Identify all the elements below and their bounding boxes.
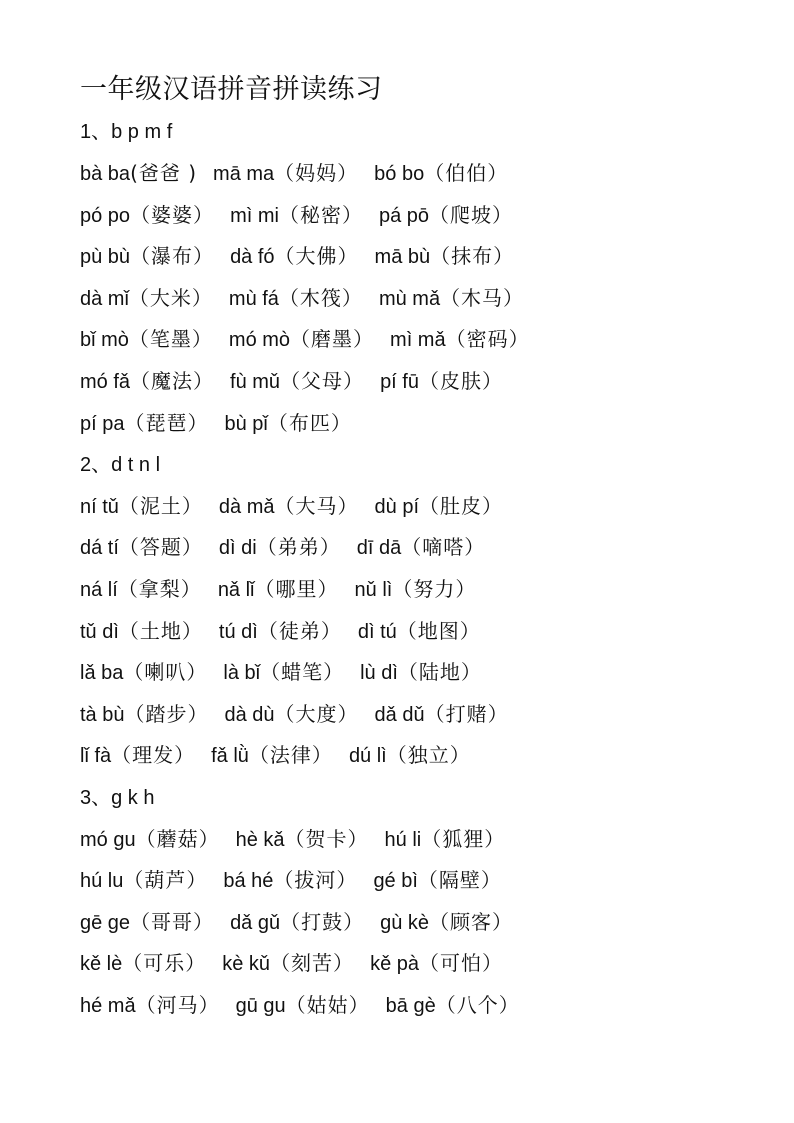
pinyin-text: ná lí — [80, 579, 118, 602]
pinyin-text: pá pō — [378, 204, 430, 227]
chinese-word: （瀑布） — [130, 244, 215, 269]
pinyin-text: mó gu — [80, 828, 136, 851]
pinyin-text: mā bù — [374, 246, 431, 269]
word-item — [357, 527, 485, 570]
pinyin-text: dá tí — [80, 537, 119, 560]
word-item — [229, 319, 374, 362]
word-item — [80, 860, 207, 903]
word-line — [80, 403, 780, 445]
chinese-word: （大马） — [274, 493, 359, 518]
pinyin-text: mù fá — [228, 287, 279, 310]
chinese-word: （肚皮） — [419, 493, 503, 518]
chinese-word: （踏步） — [124, 701, 209, 726]
word-item — [80, 943, 206, 986]
chinese-word: （嘀嗒） — [401, 535, 486, 560]
word-line — [80, 278, 780, 320]
chinese-word: （密码） — [445, 327, 530, 352]
pinyin-text: lǐ fà — [80, 745, 112, 768]
word-item — [218, 569, 339, 612]
chinese-word: （大米） — [128, 285, 213, 310]
chinese-word: （伯伯） — [424, 161, 509, 186]
pinyin-text: ní tǔ — [80, 495, 119, 518]
word-item — [224, 403, 351, 446]
pinyin-text: gé bì — [373, 870, 418, 893]
word-item — [230, 236, 358, 279]
pinyin-text: pí fū — [380, 371, 419, 394]
chinese-word: （木马） — [440, 285, 525, 310]
word-item — [223, 652, 344, 695]
word-item — [80, 278, 213, 321]
word-item — [380, 902, 513, 945]
word-item — [373, 860, 501, 903]
word-item — [80, 195, 214, 238]
chinese-word: （笔墨） — [128, 327, 213, 352]
word-item — [386, 985, 520, 1028]
chinese-word: （喇叭） — [123, 660, 208, 685]
chinese-word: （葫芦） — [123, 868, 208, 893]
word-item — [229, 278, 363, 321]
chinese-word: （秘密） — [278, 202, 363, 227]
pinyin-text: lù dì — [360, 662, 398, 685]
chinese-word: （努力） — [392, 577, 477, 602]
word-line — [80, 154, 780, 196]
chinese-word: （琵琶） — [124, 410, 209, 435]
word-item — [80, 819, 220, 862]
word-item — [219, 611, 342, 654]
chinese-word: （妈妈） — [274, 161, 359, 186]
word-item — [80, 153, 197, 196]
word-item — [80, 486, 203, 529]
word-item — [222, 943, 354, 986]
chinese-word: （拿梨） — [117, 577, 202, 602]
word-item — [211, 735, 333, 778]
pinyin-text: kě pà — [370, 953, 419, 976]
word-item — [219, 527, 341, 570]
chinese-word: （顾客） — [429, 909, 514, 934]
chinese-word: （婆婆） — [130, 202, 215, 227]
word-item — [379, 195, 513, 238]
chinese-word: （大佛） — [274, 244, 359, 269]
chinese-word: （狐狸） — [421, 826, 506, 851]
word-item — [80, 236, 214, 279]
word-line — [80, 570, 780, 612]
chinese-word: （可乐） — [122, 951, 207, 976]
pinyin-text: kè kǔ — [222, 953, 271, 976]
word-item — [80, 735, 195, 778]
chinese-word: （法律） — [248, 743, 333, 768]
chinese-word: （可怕） — [419, 951, 503, 976]
pinyin-text: mó mò — [228, 329, 291, 352]
word-item — [223, 860, 357, 903]
word-line — [80, 320, 780, 362]
pinyin-text: dù pí — [374, 495, 419, 518]
chinese-word: （刻苦） — [270, 951, 355, 976]
word-line — [80, 611, 780, 653]
word-item — [230, 195, 363, 238]
word-item — [375, 486, 503, 529]
word-item — [213, 153, 358, 196]
chinese-word: （爬坡） — [429, 202, 514, 227]
chinese-word: （理发） — [111, 743, 196, 768]
pinyin-text: là bǐ — [223, 662, 261, 685]
word-item — [236, 985, 370, 1028]
word-item — [379, 278, 524, 321]
pinyin-text: pí pa — [80, 412, 125, 435]
pinyin-text: bá hé — [223, 870, 274, 893]
chinese-word: （陆地） — [397, 660, 482, 685]
chinese-word: (爸爸 ) — [130, 161, 198, 186]
word-line — [80, 861, 780, 903]
chinese-word: （木筏） — [278, 285, 363, 310]
chinese-word: （拔河） — [273, 868, 358, 893]
chinese-word: （磨墨） — [290, 327, 375, 352]
word-line — [80, 944, 780, 986]
chinese-word: （打赌） — [424, 701, 509, 726]
word-item — [80, 694, 208, 737]
pinyin-text: bó bo — [374, 163, 425, 186]
pinyin-text: lǎ ba — [80, 662, 124, 685]
pinyin-text: kě lè — [80, 953, 123, 976]
word-item — [80, 403, 208, 446]
pinyin-text: nǎ lǐ — [217, 579, 255, 602]
chinese-word: （布匹） — [267, 410, 352, 435]
word-line — [80, 985, 780, 1027]
pinyin-text: hú lu — [80, 870, 124, 893]
word-line — [80, 486, 780, 528]
word-item — [230, 361, 364, 404]
page-title: 一年级汉语拼音拼读练习 — [80, 74, 383, 105]
pinyin-text: dà mǐ — [80, 287, 129, 310]
chinese-word: （大度） — [274, 701, 359, 726]
word-item — [80, 902, 214, 945]
chinese-word: （父母） — [280, 369, 365, 394]
section-heading: 3、g k h — [80, 786, 155, 809]
pinyin-text: fǎ lǜ — [211, 745, 249, 768]
chinese-word: （徒弟） — [257, 618, 342, 643]
chinese-word: （抹布） — [430, 244, 515, 269]
word-item — [355, 569, 477, 612]
chinese-word: （皮肤） — [418, 369, 503, 394]
section-heading: 2、d t n l — [80, 453, 161, 476]
pinyin-text: fù mǔ — [230, 371, 281, 394]
pinyin-text: bù pǐ — [224, 412, 268, 435]
chinese-word: （蜡笔） — [260, 660, 345, 685]
pinyin-text: bǐ mò — [80, 329, 129, 352]
word-item — [358, 611, 481, 654]
word-item — [380, 361, 503, 404]
word-item — [80, 527, 203, 570]
word-item — [80, 569, 202, 612]
chinese-word: （土地） — [118, 618, 203, 643]
word-line — [80, 736, 780, 778]
pinyin-text: dī dā — [356, 537, 402, 560]
word-item — [370, 943, 503, 986]
pinyin-text: hè kǎ — [235, 828, 285, 851]
pinyin-text: dà dù — [224, 703, 275, 726]
chinese-word: （哪里） — [254, 577, 339, 602]
word-item — [80, 361, 214, 404]
chinese-word: （八个） — [435, 992, 520, 1017]
chinese-word: （隔壁） — [417, 868, 502, 893]
word-item — [385, 819, 506, 862]
pinyin-text: dì di — [218, 537, 257, 560]
worksheet-page — [80, 70, 780, 1027]
word-item — [375, 694, 509, 737]
pinyin-text: nǔ lì — [354, 579, 393, 602]
pinyin-text: dú lì — [348, 745, 387, 768]
word-line — [80, 653, 780, 695]
pinyin-text: dǎ dǔ — [374, 703, 425, 726]
word-item — [349, 735, 471, 778]
pinyin-text: gē ge — [80, 911, 131, 934]
pinyin-text: dì tú — [357, 620, 397, 643]
pinyin-text: mó fǎ — [80, 371, 131, 394]
pinyin-text: hé mǎ — [80, 994, 136, 1017]
pinyin-text: pó po — [80, 204, 131, 227]
word-item — [80, 652, 207, 695]
pinyin-text: dà mǎ — [218, 495, 275, 518]
chinese-word: （泥土） — [118, 493, 203, 518]
chinese-word: （答题） — [118, 535, 203, 560]
word-line — [80, 694, 780, 736]
section-heading: 1、b p m f — [80, 121, 173, 143]
pinyin-text: dà fó — [230, 246, 275, 269]
pinyin-text: mì mǎ — [390, 329, 446, 352]
chinese-word: （独立） — [386, 743, 471, 768]
pinyin-text: bà ba — [80, 163, 131, 186]
word-item — [80, 985, 220, 1028]
pinyin-text: mā ma — [213, 163, 275, 186]
pinyin-text: mì mi — [230, 204, 279, 227]
chinese-word: （蘑菇） — [135, 826, 220, 851]
pinyin-text: tǔ dì — [80, 620, 119, 643]
pinyin-text: pù bù — [80, 246, 131, 269]
chinese-word: （姑姑） — [285, 992, 370, 1017]
pinyin-text: bā gè — [385, 994, 436, 1017]
word-item — [374, 153, 508, 196]
word-item — [224, 694, 358, 737]
pinyin-text: hú li — [384, 828, 422, 851]
word-line — [80, 362, 780, 404]
pinyin-text: mù mǎ — [378, 287, 441, 310]
pinyin-text: tú dì — [218, 620, 258, 643]
word-line — [80, 819, 780, 861]
word-line — [80, 195, 780, 237]
word-item — [236, 819, 369, 862]
chinese-word: （河马） — [135, 992, 220, 1017]
pinyin-text: gū gu — [235, 994, 286, 1017]
pinyin-text: tà bù — [80, 703, 125, 726]
word-item — [80, 319, 213, 362]
word-item — [219, 486, 359, 529]
chinese-word: （魔法） — [130, 369, 215, 394]
word-line — [80, 528, 780, 570]
chinese-word: （打鼓） — [280, 909, 365, 934]
chinese-word: （贺卡） — [284, 826, 369, 851]
word-item — [375, 236, 515, 279]
word-item — [360, 652, 482, 695]
pinyin-text: dǎ gǔ — [230, 911, 281, 934]
pinyin-text: gù kè — [380, 911, 430, 934]
chinese-word: （弟弟） — [256, 535, 341, 560]
word-line — [80, 902, 780, 944]
chinese-word: （地图） — [396, 618, 481, 643]
word-line — [80, 237, 780, 279]
word-item — [390, 319, 530, 362]
word-item — [80, 611, 203, 654]
word-item — [230, 902, 364, 945]
chinese-word: （哥哥） — [130, 909, 215, 934]
practice-sections — [80, 112, 780, 1027]
